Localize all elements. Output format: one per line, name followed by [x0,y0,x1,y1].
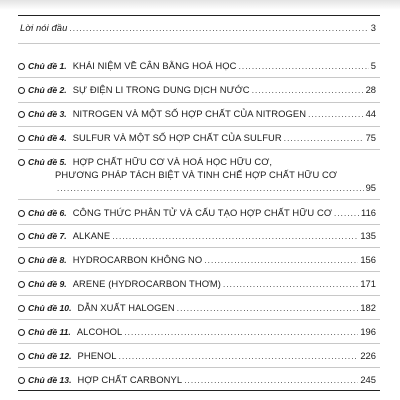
bottom-rule [18,390,380,391]
leader-dots [177,303,359,315]
leader-dots [119,351,359,363]
toc-entry-chapter-8[interactable] [18,254,376,267]
toc-title: KHÁI NIỆM VỀ CÂN BẰNG HOÁ HỌC [72,60,237,71]
chapter-label: Chủ đề 11. [28,327,71,337]
circle-bullet-icon [18,233,25,240]
leader-dots [69,23,368,35]
toc-title: CÔNG THỨC PHÂN TỬ VÀ CẤU TẠO HỢP CHẤT HỮU CƠ [72,207,332,218]
separator [18,199,380,200]
separator [18,367,380,368]
toc-page: 44 [365,108,376,119]
toc-entry-intro[interactable] [20,22,376,35]
toc-title: PHENOL [77,350,117,361]
chapter-label: Chủ đề 10. [28,303,72,313]
chapter-label: Chủ đề 4. [28,133,67,143]
separator [18,247,380,248]
leader-dots [124,327,358,339]
toc-page: 135 [360,230,376,241]
toc-page: 95 [365,182,376,193]
chapter-label: Chủ đề 8. [28,255,67,265]
leader-dots [184,375,358,387]
toc-page: 156 [360,254,376,265]
toc-entry-chapter-11[interactable] [18,326,376,339]
page-top-shadow [0,0,400,10]
chapter-label: Chủ đề 9. [28,279,67,289]
separator [18,224,380,225]
separator [18,77,380,78]
toc-title: HYDROCARBON KHÔNG NO [72,254,203,265]
leader-dots [239,61,369,73]
toc-page: 171 [360,278,376,289]
toc-page: 245 [360,374,376,385]
chapter-label: Chủ đề 1. [28,61,67,71]
toc-title: DẪN XUẤT HALOGEN [77,302,175,313]
toc-title: ALCOHOL [76,326,123,337]
toc-entry-chapter-13[interactable] [18,374,376,387]
leader-dots [284,133,364,145]
separator [18,271,380,272]
chapter-label: Chủ đề 7. [28,231,67,241]
toc-page-line [55,182,376,195]
separator [18,102,380,103]
separator [18,43,380,44]
toc-page: 196 [360,326,376,337]
circle-bullet-icon [18,281,25,288]
toc-title: SULFUR VÀ MỘT SỐ HỢP CHẤT CỦA SULFUR [72,132,282,143]
toc-title: HỢP CHẤT CARBONYL [77,374,183,385]
circle-bullet-icon [18,329,25,336]
toc-entry-chapter-1[interactable] [18,60,376,73]
circle-bullet-icon [18,353,25,360]
top-rule [18,15,380,16]
separator [18,126,380,127]
toc-page: 5 [370,60,376,71]
leader-dots [223,279,358,291]
leader-dots [308,109,363,121]
separator [18,295,380,296]
toc-entry-chapter-5[interactable] [18,156,376,168]
circle-bullet-icon [18,135,25,142]
leader-dots [204,255,358,267]
toc-entry-chapter-12[interactable] [18,350,376,363]
toc-title: HỢP CHẤT HỮU CƠ VÀ HOÁ HỌC HỮU CƠ, [72,156,273,167]
leader-dots [334,208,359,220]
chapter-label: Chủ đề 13. [28,375,72,385]
toc-entry-chapter-9[interactable] [18,278,376,291]
toc-title: ALKANE [72,230,111,241]
chapter-label: Chủ đề 6. [28,208,67,218]
leader-dots [252,85,364,97]
toc-title: SỰ ĐIỆN LI TRONG DUNG DỊCH NƯỚC [72,84,250,95]
separator [18,343,380,344]
chapter-label: Chủ đề 12. [28,351,72,361]
toc-title: ARENE (HYDROCARBON THƠM) [72,278,221,289]
circle-bullet-icon [18,63,25,70]
toc-page: 3 [370,22,376,33]
toc-title: NITROGEN VÀ MỘT SỐ HỢP CHẤT CỦA NITROGEN [72,108,307,119]
leader-dots [57,183,364,195]
toc-page: 116 [361,207,376,218]
toc-page: 28 [365,84,376,95]
chapter-label: Chủ đề 2. [28,85,67,95]
toc-title: Lời nói đầu [20,22,68,33]
toc-title-continued: PHƯƠNG PHÁP TÁCH BIỆT VÀ TINH CHẾ HỢP CHẤT HỮU CƠ [55,169,338,180]
toc-page: 75 [365,132,376,143]
toc-entry-chapter-6[interactable] [18,207,376,220]
chapter-label: Chủ đề 5. [28,157,67,167]
toc-entry-chapter-7[interactable] [18,230,376,243]
separator [18,319,380,320]
toc-page: 226 [360,350,376,361]
circle-bullet-icon [18,87,25,94]
toc-entry-chapter-3[interactable] [18,108,376,121]
circle-bullet-icon [18,377,25,384]
circle-bullet-icon [18,305,25,312]
separator [18,149,380,150]
chapter-label: Chủ đề 3. [28,109,67,119]
circle-bullet-icon [18,111,25,118]
leader-dots [112,231,358,243]
toc-page: 182 [360,302,376,313]
toc-entry-chapter-2[interactable] [18,84,376,97]
circle-bullet-icon [18,210,25,217]
toc-entry-chapter-4[interactable] [18,132,376,145]
toc-entry-chapter-10[interactable] [18,302,376,315]
circle-bullet-icon [18,159,25,166]
circle-bullet-icon [18,257,25,264]
